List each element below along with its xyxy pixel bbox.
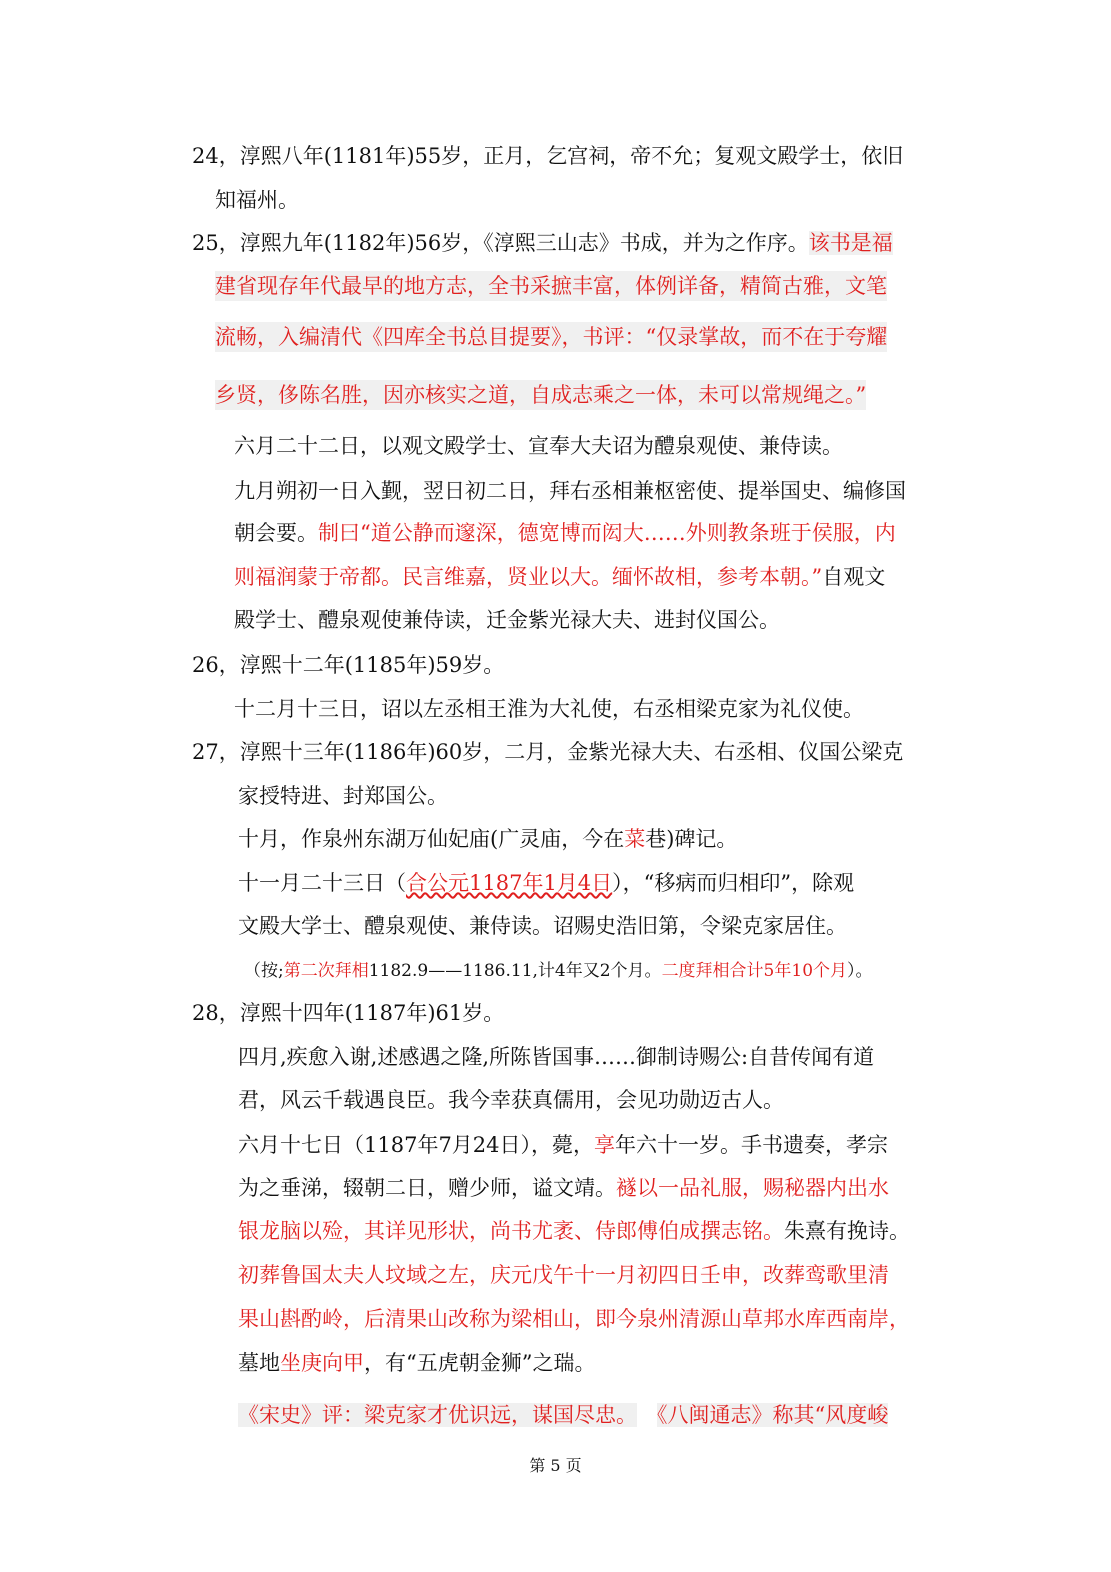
entry-25-line-4: 乡贤，侈陈名胜，因亦核实之道，自成志乘之一体，未可以常规绳之。” [215, 380, 866, 410]
entry-27-line-5: 文殿大学士、醴泉观使、兼侍读。诏赐史浩旧第，令梁克家居住。 [238, 914, 847, 938]
entry-25-heading: 25，淳熙九年(1182年)56岁，《淳熙三山志》书成，并为之作序。 [192, 231, 809, 255]
note-total: 二度拜相合计5年10个月 [661, 961, 848, 981]
entry-27-line-3 [238, 824, 737, 854]
entry-28-text-cont: 年六十一岁。手书遗奏，孝宗 [615, 1133, 889, 1157]
entry-28-line-1: 28，淳熙十四年(1187年)61岁。 [192, 1001, 505, 1025]
entry-26-line-2: 十二月十三日，诏以左丞相王淮为大礼使，右丞相梁克家为礼仪使。 [234, 697, 864, 721]
entry-28-red-text-3: 坐庚向甲 [280, 1351, 364, 1375]
entry-28-text-4: 墓地 [238, 1351, 280, 1375]
entry-28-line-7: 初葬鲁国太夫人坟域之左，庆元戊午十一月初四日壬申，改葬鸾歌里清 [238, 1263, 889, 1287]
entry-27-line-4 [238, 868, 854, 898]
entry-25-decree-cont: 则福润蒙于帝都。民言维嘉，贤业以大。缅怀故相，参考本朝。” [234, 565, 823, 589]
entry-26-line-1: 26，淳熙十二年(1185年)59岁。 [192, 653, 505, 677]
note-open: （按; [244, 961, 284, 981]
entry-27-date-text: 十一月二十三日（ [238, 871, 406, 895]
entry-28-line-10 [238, 1400, 888, 1430]
entry-27-gregorian-date: 合公元1187年1月4日 [406, 871, 613, 895]
entry-25-text: 朝会要。 [234, 521, 318, 545]
entry-25-text-cont: 自观文 [822, 565, 886, 589]
note-close: ）。 [847, 961, 873, 981]
entry-25-line-3: 流畅，入编清代《四库全书总目提要》，书评：“仅录掌故，而不在于夸耀 [215, 322, 887, 352]
entry-27-text-end: 巷)碑记。 [645, 827, 738, 851]
entry-24-line-1: 24，淳熙八年(1181年)55岁，正月，乞宫祠，帝不允；复观文殿学士，依旧 [192, 144, 904, 168]
entry-28-songshi-quote: 《宋史》评：梁克家才优识远，谋国尽忠。 [238, 1403, 637, 1427]
entry-28-line-8: 果山斟酌岭，后清果山改称为梁相山，即今泉州清源山草邦水库西南岸， [238, 1307, 910, 1331]
entry-28-line-3: 君，风云千载遇良臣。我今幸获真儒用，会见功勋迈古人。 [238, 1088, 784, 1112]
entry-28-line-6 [238, 1216, 910, 1246]
entry-27-line-2: 家授特进、封郑国公。 [238, 784, 448, 808]
entry-28-text: 六月十七日（1187年7月24日），薨， [238, 1133, 595, 1157]
entry-25-line-1 [192, 228, 893, 258]
entry-25-line-8 [234, 562, 885, 592]
entry-28-bamin-quote: 《八闽通志》称其“风度峻 [657, 1403, 889, 1427]
entry-25-line-9: 殿学士、醴泉观使兼侍读，迁金紫光禄大夫、进封仪国公。 [234, 608, 780, 632]
entry-28-red-char: 享 [594, 1133, 616, 1157]
entry-25-red-text: 该书是福 [808, 231, 893, 255]
entry-25-line-2: 建省现存年代最早的地方志，全书采摭丰富，体例详备，精简古雅，文笔 [215, 271, 887, 301]
entry-25-line-5: 六月二十二日，以观文殿学士、宣奉大夫诏为醴泉观使、兼侍读。 [234, 434, 843, 458]
entry-28-line-9 [238, 1348, 595, 1378]
entry-28-line-4 [238, 1130, 888, 1160]
entry-27-text: 十月，作泉州东湖万仙妃庙(广灵庙，今在 [238, 827, 625, 851]
entry-25-line-6: 九月朔初一日入觐，翌日初二日，拜右丞相兼枢密使、提举国史、编修国 [234, 479, 906, 503]
entry-24-line-2: 知福州。 [215, 188, 299, 212]
entry-27-line-1: 27，淳熙十三年(1186年)60岁，二月，金紫光禄大夫、右丞相、仪国公梁克 [192, 740, 904, 764]
entry-27-note [244, 956, 873, 986]
entry-25-decree: 制曰“道公静而邃深，德宽博而闳大……外则教条班于侯服，内 [318, 521, 896, 545]
entry-28-text-5: ，有“五虎朝金狮”之瑞。 [364, 1351, 596, 1375]
note-period: 1182.9——1186.11,计4年又2个月。 [368, 961, 662, 981]
entry-27-date-cont: ），“移病而归相印”，除观 [612, 871, 855, 895]
entry-28-red-text: 襚以一品礼服，赐秘器内出水 [616, 1176, 889, 1200]
entry-28-text-2: 为之垂涕，辍朝二日，赠少师，谥文靖。 [238, 1176, 616, 1200]
entry-25-line-7 [234, 518, 896, 548]
entry-28-text-3: 朱熹有挽诗。 [784, 1219, 910, 1243]
entry-27-red-char: 菜 [624, 827, 646, 851]
entry-28-line-5 [238, 1173, 889, 1203]
entry-28-red-text-2: 银龙脑以殓，其详见形状，尚书尤袤、侍郎傅伯成撰志铭。 [238, 1219, 784, 1243]
entry-28-line-2: 四月,疾愈入谢,述感遇之隆,所陈皆国事……御制诗赐公:自昔传闻有道 [238, 1045, 875, 1069]
page-number: 第 5 页 [529, 1456, 582, 1475]
note-second-term: 第二次拜相 [283, 961, 369, 981]
